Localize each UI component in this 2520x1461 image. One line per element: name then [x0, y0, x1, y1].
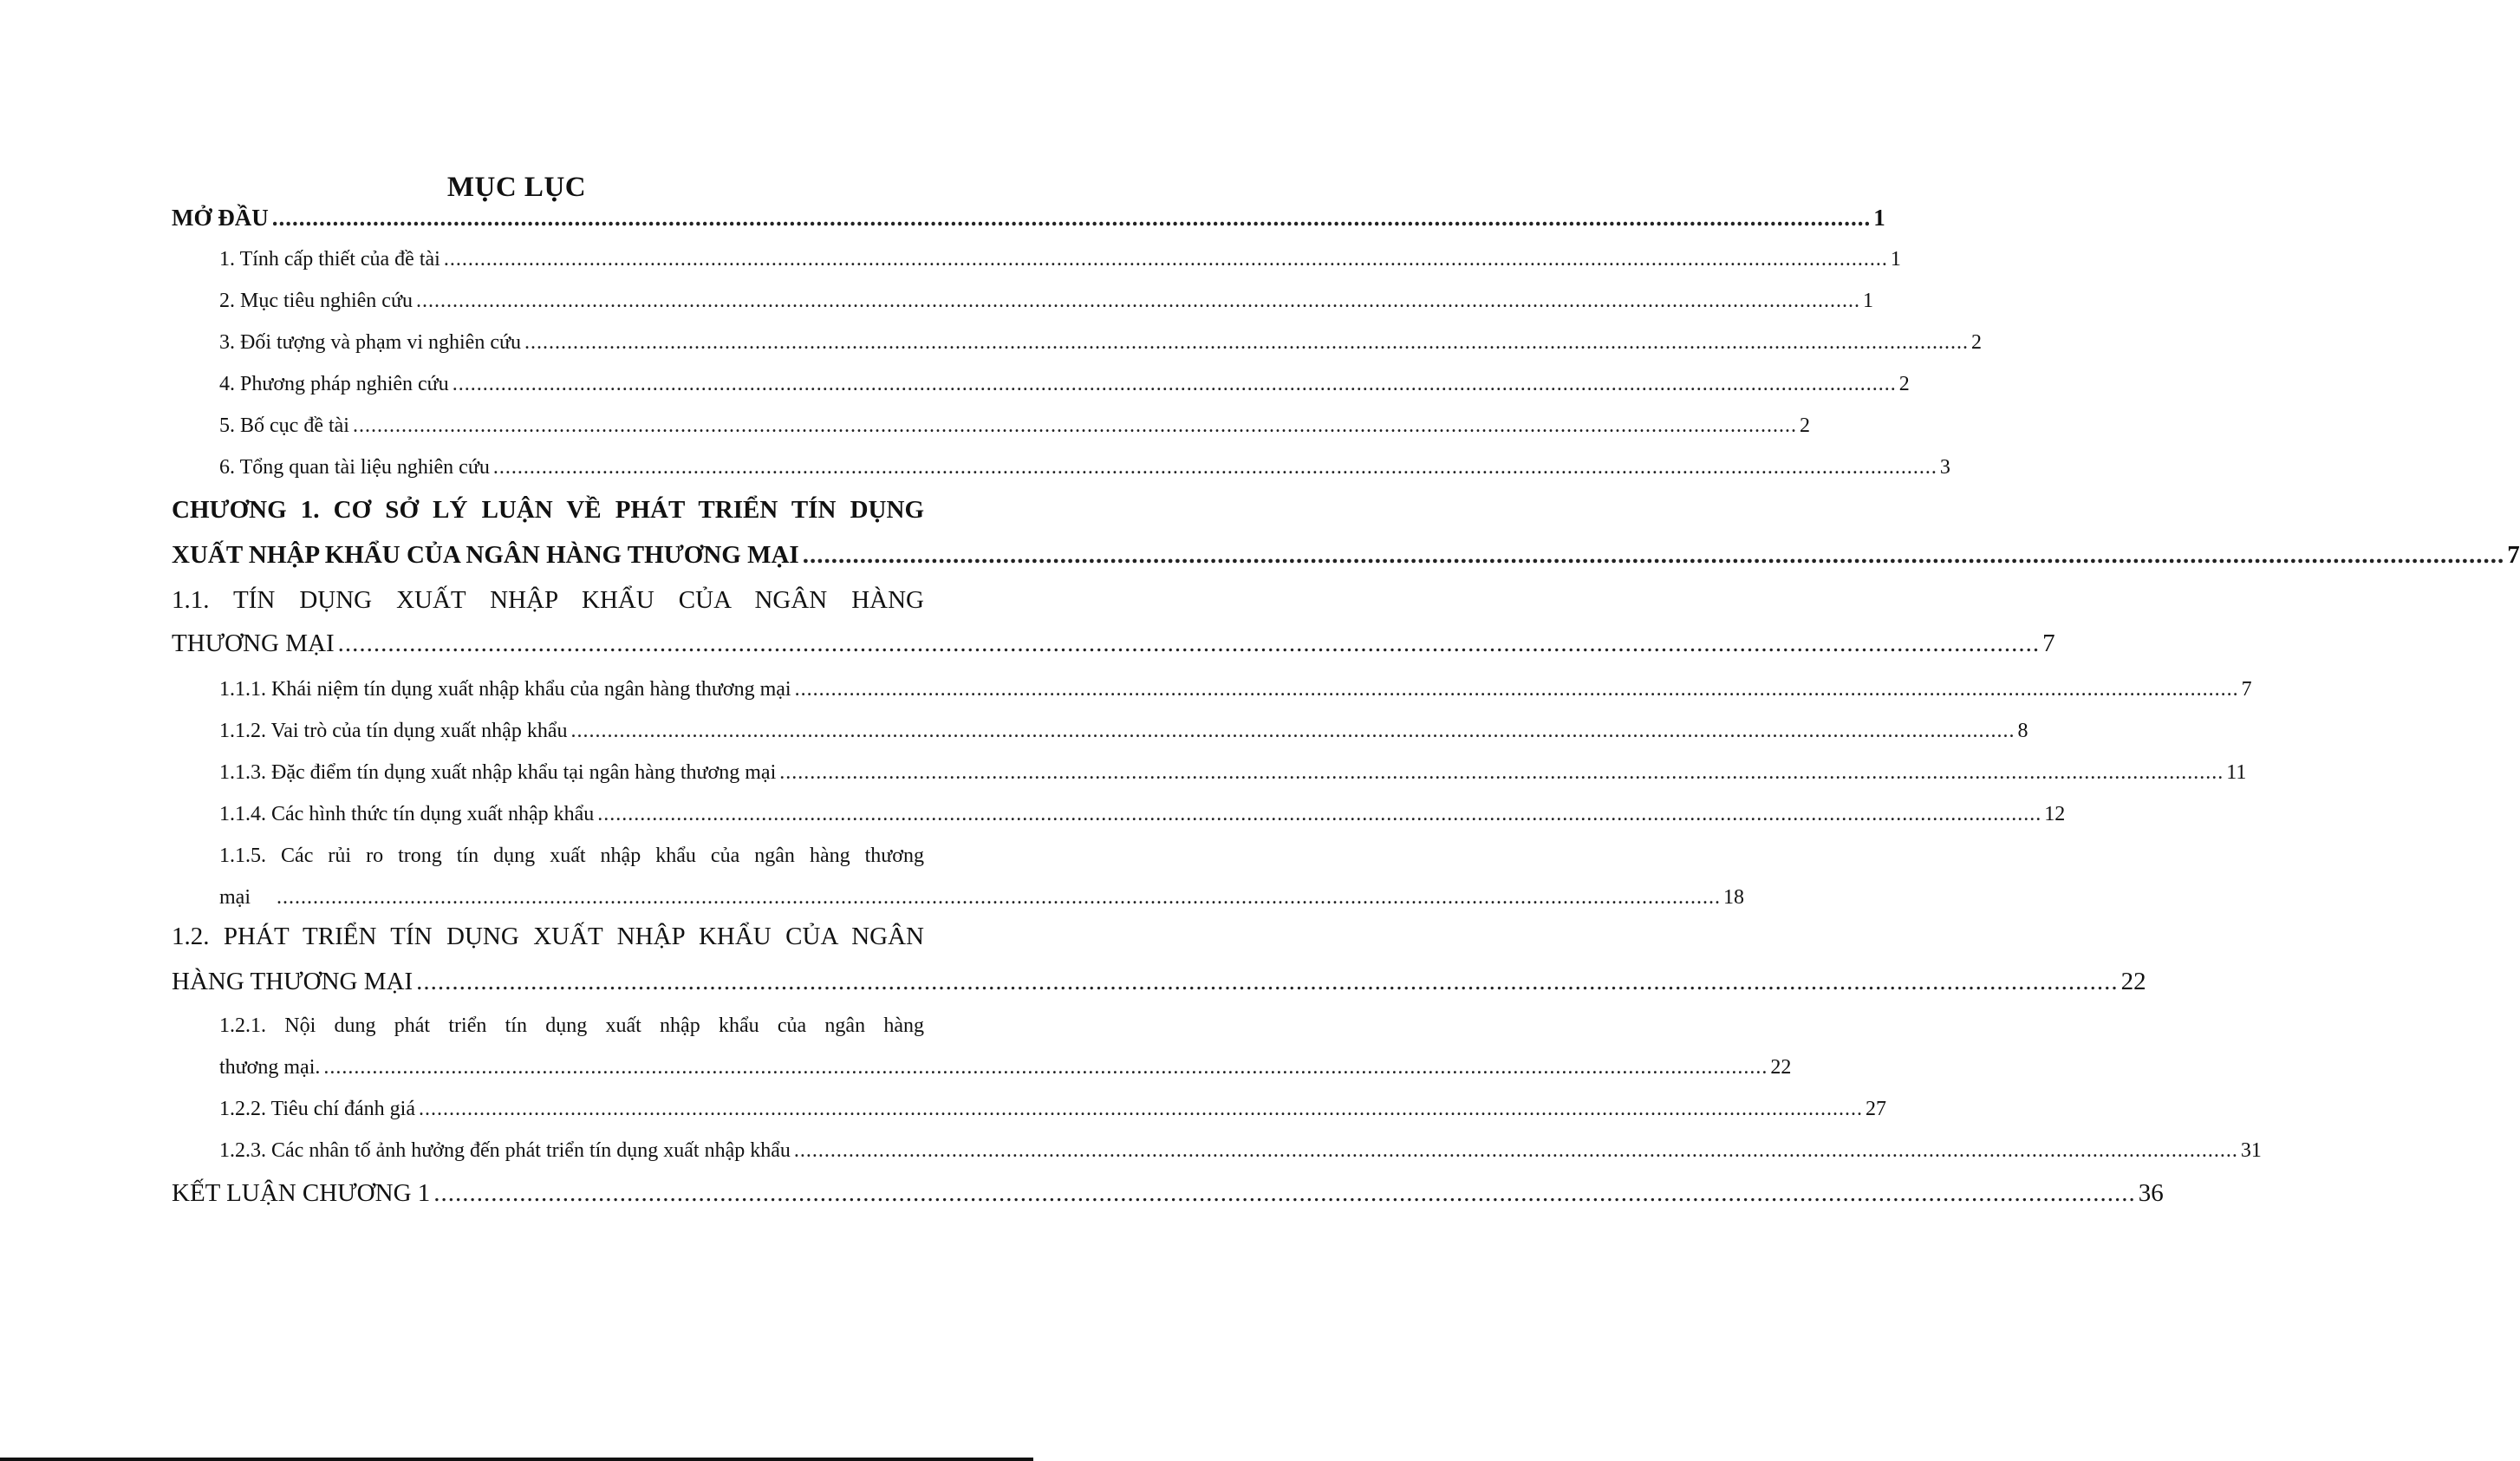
toc-page-number: 27	[1866, 1098, 1886, 1120]
toc-entry-chapter-1[interactable]	[172, 541, 2520, 570]
toc-section-1-1-line1[interactable]: 1.1. TÍN DỤNG XUẤT NHẬP KHẨU CỦA NGÂN HÀNG	[172, 586, 924, 614]
toc-page-number: 22	[1770, 1056, 1792, 1079]
toc-entry-label: 3. Đối tượng và phạm vi nghiên cứu	[219, 331, 521, 354]
toc-page-number: 18	[1723, 886, 1744, 909]
dot-leader: ..............................................................................................................................................................................................................................................	[524, 331, 1969, 354]
toc-page-number: 2	[1898, 373, 1910, 395]
toc-entry-1-1-3[interactable]	[219, 761, 2247, 785]
dot-leader: ..............................................................................................................................................................................................................................................	[779, 761, 2224, 784]
toc-entry-label: 2. Mục tiêu nghiên cứu	[219, 290, 413, 312]
toc-page-number: 7	[2042, 629, 2055, 657]
toc-entry-intro-6[interactable]	[219, 456, 1950, 479]
dot-leader: ..............................................................................................................................................................................................................................................	[794, 678, 2239, 701]
toc-entry-1-2-1[interactable]	[219, 1056, 1792, 1079]
dot-leader: ..............................................................................................................................................................................................................................................	[597, 803, 2042, 825]
toc-page-number: 7	[2241, 678, 2252, 701]
dot-leader: ..............................................................................................................................................................................................................................................	[419, 1098, 1863, 1120]
toc-entry-label: 1. Tính cấp thiết của đề tài	[219, 248, 440, 271]
toc-entry-1-1-2[interactable]	[219, 720, 2028, 743]
dot-leader: ..............................................................................................................................................................................................................................................	[271, 205, 1872, 231]
toc-entry-intro-5[interactable]	[219, 414, 1810, 438]
dot-leader: ..............................................................................................................................................................................................................................................	[433, 1179, 2136, 1207]
toc-entry-1-2-2[interactable]	[219, 1098, 1886, 1121]
toc-page-number: 1	[1873, 205, 1885, 231]
toc-chapter-1-line1[interactable]: CHƯƠNG 1. CƠ SỞ LÝ LUẬN VỀ PHÁT TRIỂN TÍN DỤNG	[172, 496, 924, 524]
dot-leader: ..............................................................................................................................................................................................................................................	[802, 541, 2505, 569]
toc-entry-label: 1.1.3. Đặc điểm tín dụng xuất nhập khẩu tại ngân hàng thương mại	[219, 761, 777, 784]
toc-page-number: 22	[2120, 968, 2146, 995]
toc-page-number: 1	[1862, 290, 1873, 312]
toc-entry-1-1-5-line1[interactable]: 1.1.5. Các rủi ro trong tín dụng xuất nhập khẩu của ngân hàng thương	[219, 845, 924, 867]
toc-entry-label: 1.1.1. Khái niệm tín dụng xuất nhập khẩu của ngân hàng thương mại	[219, 678, 791, 701]
dot-leader: ..............................................................................................................................................................................................................................................	[793, 1139, 2238, 1162]
toc-page-number: 3	[1939, 456, 1950, 479]
toc-page-number: 1	[1890, 248, 1901, 271]
toc-entry-1-2-1-line1[interactable]: 1.2.1. Nội dung phát triển tín dụng xuất nhập khẩu của ngân hàng	[219, 1014, 924, 1037]
toc-page-number: 36	[2138, 1179, 2164, 1207]
dot-leader: ..............................................................................................................................................................................................................................................	[323, 1056, 1768, 1079]
toc-entry-label: thương mại.	[219, 1056, 321, 1079]
dot-leader: ..............................................................................................................................................................................................................................................	[415, 290, 1860, 312]
dot-leader: ..............................................................................................................................................................................................................................................	[352, 414, 1797, 437]
toc-entry-label: 5. Bố cục đề tài	[219, 414, 349, 437]
toc-entry-label: 4. Phương pháp nghiên cứu	[219, 373, 449, 395]
toc-page-number: 31	[2240, 1139, 2262, 1162]
dot-leader: ..............................................................................................................................................................................................................................................	[570, 720, 2015, 742]
dot-leader: ..............................................................................................................................................................................................................................................	[492, 456, 1937, 479]
toc-entry-label: 1.2.2. Tiêu chí đánh giá	[219, 1098, 415, 1120]
dot-leader: ..............................................................................................................................................................................................................................................	[452, 373, 1897, 395]
dot-leader: ..............................................................................................................................................................................................................................................	[416, 968, 2119, 995]
toc-entry-label: mại	[219, 886, 251, 909]
toc-title: MỤC LỤC	[446, 172, 587, 203]
dot-leader: ..............................................................................................................................................................................................................................................	[277, 886, 1721, 909]
dot-leader: ..............................................................................................................................................................................................................................................	[443, 248, 1888, 271]
toc-entry-label: MỞ ĐẦU	[172, 205, 269, 231]
toc-entry-label: KẾT LUẬN CHƯƠNG 1	[172, 1179, 431, 1207]
toc-entry-ket-luan[interactable]	[172, 1179, 2164, 1208]
toc-entry-intro-3[interactable]	[219, 331, 1982, 355]
toc-entry-label: 1.2.3. Các nhân tố ảnh hưởng đến phát triển tín dụng xuất nhập khẩu	[219, 1139, 791, 1162]
toc-entry-label: THƯƠNG MẠI	[172, 629, 335, 657]
toc-page-number: 12	[2044, 803, 2066, 825]
toc-entry-mo-dau[interactable]	[172, 205, 1885, 232]
page-bottom-border	[0, 1458, 1033, 1461]
toc-entry-section-1-1[interactable]	[172, 629, 2055, 658]
toc-entry-section-1-2[interactable]	[172, 968, 2146, 996]
toc-page-number: 2	[1971, 331, 1982, 354]
toc-page-number: 11	[2226, 761, 2247, 784]
toc-entry-1-1-1[interactable]	[219, 678, 2252, 701]
toc-entry-1-1-4[interactable]	[219, 803, 2066, 826]
toc-entry-intro-2[interactable]	[219, 290, 1873, 313]
toc-section-1-2-line1[interactable]: 1.2. PHÁT TRIỂN TÍN DỤNG XUẤT NHẬP KHẨU CỦA NGÂN	[172, 923, 924, 950]
toc-entry-intro-1[interactable]	[219, 248, 1901, 271]
toc-entry-1-2-3[interactable]	[219, 1139, 2262, 1163]
toc-entry-label: XUẤT NHẬP KHẨU CỦA NGÂN HÀNG THƯƠNG MẠI	[172, 541, 799, 569]
toc-entry-label: 1.1.2. Vai trò của tín dụng xuất nhập khẩu	[219, 720, 568, 742]
toc-entry-intro-4[interactable]	[219, 373, 1910, 396]
toc-entry-1-1-5[interactable]	[219, 886, 1744, 910]
toc-page-number: 8	[2017, 720, 2028, 742]
dot-leader: ..............................................................................................................................................................................................................................................	[337, 629, 2041, 657]
toc-entry-label: 6. Tổng quan tài liệu nghiên cứu	[219, 456, 490, 479]
toc-entry-label: HÀNG THƯƠNG MẠI	[172, 968, 413, 995]
toc-entry-label: 1.1.4. Các hình thức tín dụng xuất nhập khẩu	[219, 803, 595, 825]
toc-page-number: 7	[2507, 541, 2520, 569]
toc-page-number: 2	[1799, 414, 1810, 437]
